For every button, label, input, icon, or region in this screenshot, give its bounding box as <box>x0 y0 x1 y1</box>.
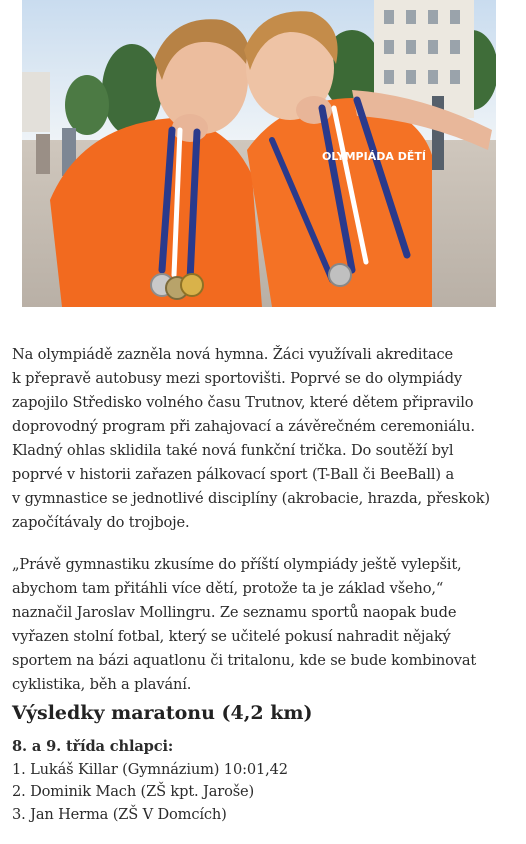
result-row: 3. Jan Herma (ZŠ V Domcích) <box>12 805 227 823</box>
article-paragraph-1 <box>12 343 512 535</box>
tree <box>65 75 109 135</box>
background-person <box>36 134 50 174</box>
shirt-text: OLYMPIÁDA DĚTÍ <box>322 150 426 163</box>
paragraph-line: doprovodný program při zahajovací a závěrečném ceremoniálu. <box>12 418 475 435</box>
paragraph-line: cyklistika, běh a plavání. <box>12 676 192 693</box>
paragraph-line: započítávaly do trojboje. <box>12 514 190 531</box>
paragraph-line: v gymnastice se jednotlivé disciplíny (akrobacie, hrazda, přeskok) <box>12 490 490 507</box>
paragraph-line: poprvé v historii zařazen pálkovací sport (T-Ball či BeeBall) a <box>12 466 454 483</box>
photo-illustration <box>22 0 496 307</box>
paragraph-line: sportem na bázi aquatlonu či tritalonu, kde se bude kombinovat <box>12 652 477 669</box>
results-category: 8. a 9. třída chlapci: <box>12 738 174 755</box>
results-heading: Výsledky maratonu (4,2 km) <box>12 702 313 724</box>
article-photo <box>22 0 496 307</box>
medal-icon <box>329 264 351 286</box>
result-row: 2. Dominik Mach (ZŠ kpt. Jaroše) <box>12 783 255 800</box>
building-left <box>22 72 50 132</box>
paragraph-line: naznačil Jaroslav Mollingru. Ze seznamu sportů naopak bude <box>12 604 457 621</box>
paragraph-line: Kladný ohlas sklidila také nová funkční trička. Do soutěží byl <box>12 442 454 459</box>
result-row: 1. Lukáš Killar (Gymnázium) 10:01,42 <box>12 760 288 778</box>
medal-icon <box>181 274 203 296</box>
results-list <box>12 736 512 826</box>
paragraph-line: k přepravě autobusy mezi sportovišti. Poprvé se do olympiády <box>12 370 462 387</box>
paragraph-line: zapojilo Středisko volného času Trutnov, které dětem připravilo <box>12 394 474 411</box>
paragraph-line: Na olympiádě zazněla nová hymna. Žáci využívali akreditace <box>12 346 454 363</box>
article-paragraph-2 <box>12 553 512 697</box>
paragraph-line: vyřazen stolní fotbal, který se učitelé pokusí nahradit nějaký <box>12 628 451 645</box>
paragraph-line: abychom tam přitáhli více dětí, protože ta je základ všeho,“ <box>12 580 444 597</box>
paragraph-line: „Právě gymnastiku zkusíme do příští olympiády ještě vylepšit, <box>12 556 462 573</box>
